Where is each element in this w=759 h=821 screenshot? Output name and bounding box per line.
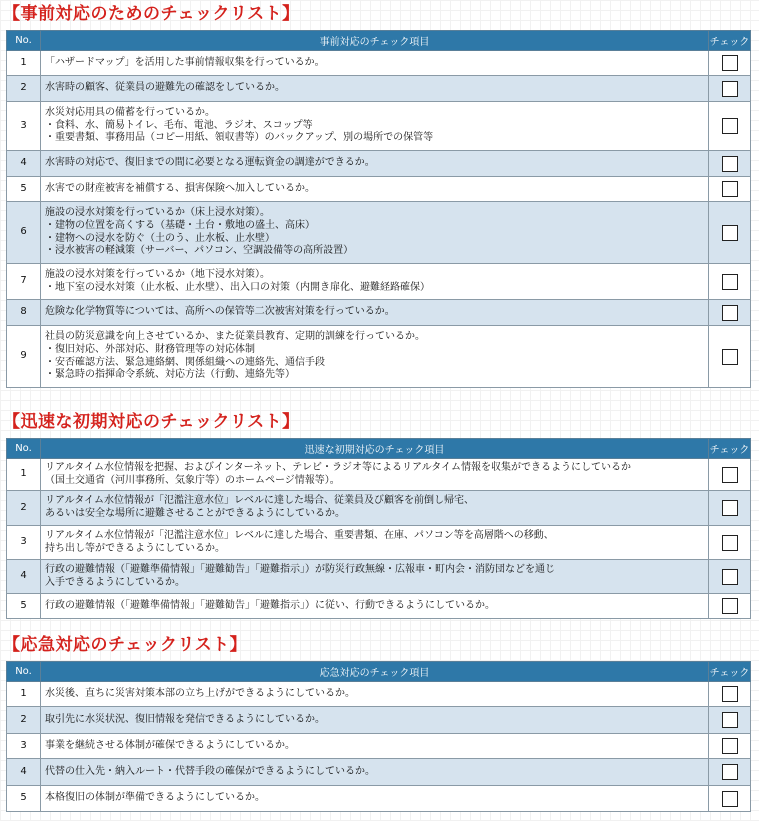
check-item-line: 水害での財産被害を補償する、損害保険へ加入しているか。 (45, 182, 315, 194)
checkbox-cell (709, 76, 751, 102)
table-row (7, 491, 751, 526)
checkbox[interactable] (722, 712, 738, 728)
checkbox[interactable] (722, 349, 738, 365)
check-item-line: 水害時の顧客、従業員の避難先の確認をしているか。 (45, 82, 285, 94)
checkbox-cell (709, 682, 751, 707)
table-row (7, 264, 751, 300)
table-header-row (7, 439, 751, 459)
checkbox[interactable] (722, 225, 738, 241)
check-item-line: 水害時の対応で、復旧までの間に必要となる運転資金の調達ができるか。 (45, 157, 375, 169)
checkbox-cell (709, 459, 751, 491)
table-header-row (7, 662, 751, 682)
table-row (7, 526, 751, 560)
row-number: 1 (7, 51, 41, 76)
check-item-text (41, 76, 709, 102)
checkbox[interactable] (722, 81, 738, 97)
table-row (7, 734, 751, 759)
check-item-text (41, 326, 709, 388)
check-item-line: 施設の浸水対策を行っているか（地下浸水対策）。 (45, 268, 270, 280)
check-item-text (41, 707, 709, 734)
checkbox[interactable] (722, 467, 738, 483)
table-row (7, 594, 751, 619)
check-item-text (41, 594, 709, 619)
check-item-line: 行政の避難情報（「避難準備情報」「避難勧告」「避難指示」）に従い、行動できるようにしているか。 (45, 599, 495, 611)
table-row (7, 759, 751, 786)
check-item-text (41, 177, 709, 202)
header-no: No. (7, 439, 41, 459)
checklist-table (6, 438, 751, 619)
table-row (7, 326, 751, 388)
table-row (7, 76, 751, 102)
table-header-row (7, 31, 751, 51)
checkbox[interactable] (722, 118, 738, 134)
check-item-text (41, 264, 709, 300)
section-title: 【事前対応のためのチェックリスト】 (3, 4, 300, 24)
checkbox-cell (709, 491, 751, 526)
checkbox-cell (709, 560, 751, 594)
checkbox-cell (709, 594, 751, 619)
table-row (7, 151, 751, 177)
row-number: 7 (7, 264, 41, 300)
table-row (7, 560, 751, 594)
check-item-line: リアルタイム水位情報が「氾濫注意水位」レベルに達した場合、従業員及び顧客を前倒し帰宅、 (45, 495, 474, 507)
check-item-text (41, 786, 709, 812)
row-number: 5 (7, 177, 41, 202)
check-item-line: 代替の仕入先・納入ルート・代替手段の確保ができるようにしているか。 (45, 765, 375, 777)
table-row (7, 202, 751, 264)
row-number: 5 (7, 786, 41, 812)
checkbox-cell (709, 102, 751, 151)
checkbox-cell (709, 326, 751, 388)
check-item-line: リアルタイム水位情報が「氾濫注意水位」レベルに達した場合、重要書類、在庫、パソコン等を高層階への移動、 (45, 529, 554, 541)
table-row (7, 707, 751, 734)
header-no: No. (7, 662, 41, 682)
checkbox[interactable] (722, 55, 738, 71)
row-number: 8 (7, 300, 41, 326)
checkbox[interactable] (722, 181, 738, 197)
check-item-line: ・重要書類、事務用品（コピー用紙、領収書等）のバックアップ、別の場所での保管等 (45, 132, 434, 144)
check-item-text (41, 51, 709, 76)
check-item-line: ・食料、水、簡易トイレ、毛布、電池、ラジオ、スコップ等 (45, 119, 313, 131)
checklist-table (6, 30, 751, 388)
header-check: チェック (709, 662, 751, 682)
check-item-text (41, 459, 709, 491)
check-item-text (41, 560, 709, 594)
checkbox[interactable] (722, 686, 738, 702)
row-number: 1 (7, 682, 41, 707)
check-item-text (41, 102, 709, 151)
checkbox-cell (709, 300, 751, 326)
checkbox-cell (709, 526, 751, 560)
check-item-line: あるいは安全な場所に避難させることができるようにしているか。 (45, 508, 345, 519)
checkbox[interactable] (722, 569, 738, 585)
check-item-line: （国土交通省（河川事務所、気象庁等）のホームページ情報等）。 (45, 474, 340, 486)
checkbox[interactable] (722, 500, 738, 516)
section-title: 【応急対応のチェックリスト】 (3, 635, 248, 655)
checkbox-cell (709, 151, 751, 177)
checkbox-cell (709, 177, 751, 202)
checkbox-cell (709, 734, 751, 759)
check-item-text (41, 759, 709, 786)
checkbox[interactable] (722, 791, 738, 807)
check-item-line: 水災後、直ちに災害対策本部の立ち上げができるようにしているか。 (45, 687, 355, 699)
table-row (7, 786, 751, 812)
check-item-line: ・安否確認方法、緊急連絡網、関係組織への連絡先、通信手段 (45, 356, 325, 368)
row-number: 6 (7, 202, 41, 264)
row-number: 2 (7, 707, 41, 734)
check-item-line: 事業を継続させる体制が確保できるようにしているか。 (45, 739, 295, 751)
checkbox[interactable] (722, 156, 738, 172)
header-check: チェック (709, 439, 751, 459)
checkbox[interactable] (722, 274, 738, 290)
row-number: 1 (7, 459, 41, 491)
check-item-text (41, 300, 709, 326)
check-item-line: 入手できるようにしているか。 (45, 576, 185, 588)
check-item-line: ・地下室の浸水対策（止水板、止水壁）、出入口の対策（内開き扉化、避難経路確保） (45, 281, 430, 293)
check-item-line: ・緊急時の指揮命令系統、対応方法（行動、連絡先等） (45, 369, 295, 381)
check-item-text (41, 151, 709, 177)
row-number: 5 (7, 594, 41, 619)
check-item-line: ・復旧対応、外部対応、財務管理等の対応体制 (45, 343, 255, 355)
checkbox-cell (709, 786, 751, 812)
header-item: 迅速な初期対応のチェック項目 (41, 439, 709, 459)
check-item-text (41, 734, 709, 759)
checkbox-cell (709, 51, 751, 76)
header-item: 応急対応のチェック項目 (41, 662, 709, 682)
table-row (7, 459, 751, 491)
checkbox-cell (709, 264, 751, 300)
row-number: 4 (7, 151, 41, 177)
checkbox[interactable] (722, 738, 738, 754)
table-row (7, 300, 751, 326)
checkbox[interactable] (722, 598, 738, 614)
row-number: 9 (7, 326, 41, 388)
check-item-text (41, 526, 709, 560)
check-item-line: リアルタイム水位情報を把握、およびインターネット、テレビ・ラジオ等によるリアルタイム情報を収集ができるようにしているか (45, 461, 631, 473)
row-number: 3 (7, 734, 41, 759)
check-item-line: 本格復旧の体制が準備できるようにしているか。 (45, 792, 265, 804)
check-item-line: 施設の浸水対策を行っているか（床上浸水対策）。 (45, 207, 270, 219)
check-item-line: 取引先に水災状況、復旧情報を発信できるようにしているか。 (45, 713, 325, 725)
check-item-line: 行政の避難情報（「避難準備情報」「避難勧告」「避難指示」）が防災行政無線・広報車・町内会・消防団などを通じ (45, 563, 555, 575)
check-item-line: ・建物への浸水を防ぐ（土のう、止水板、止水壁） (45, 232, 275, 244)
check-item-line: 水災対応用具の備蓄を行っているか。 (45, 107, 215, 119)
row-number: 3 (7, 526, 41, 560)
check-item-text (41, 491, 709, 526)
checkbox[interactable] (722, 764, 738, 780)
check-item-line: 「ハザードマップ」を活用した事前情報収集を行っているか。 (45, 56, 325, 68)
check-item-line: ・浸水被害の軽減策（サーバー、パソコン、空調設備等の高所設置） (45, 245, 354, 257)
checkbox-cell (709, 707, 751, 734)
check-item-line: ・建物の位置を高くする（基礎・土台・敷地の盛土、高床） (45, 219, 315, 231)
section-title: 【迅速な初期対応のチェックリスト】 (3, 412, 300, 432)
checkbox[interactable] (722, 305, 738, 321)
header-no: No. (7, 31, 41, 51)
row-number: 2 (7, 76, 41, 102)
row-number: 4 (7, 759, 41, 786)
table-row (7, 682, 751, 707)
row-number: 2 (7, 491, 41, 526)
table-row (7, 177, 751, 202)
header-item: 事前対応のチェック項目 (41, 31, 709, 51)
check-item-line: 危険な化学物質等については、高所への保管等二次被害対策を行っているか。 (45, 306, 395, 318)
header-check: チェック (709, 31, 751, 51)
table-row (7, 102, 751, 151)
checkbox-cell (709, 759, 751, 786)
checkbox-cell (709, 202, 751, 264)
check-item-text (41, 682, 709, 707)
check-item-text (41, 202, 709, 264)
checklist-table (6, 661, 751, 812)
row-number: 3 (7, 102, 41, 151)
row-number: 4 (7, 560, 41, 594)
checkbox[interactable] (722, 535, 738, 551)
table-row (7, 51, 751, 76)
check-item-line: 持ち出し等ができるようにしているか。 (45, 542, 225, 554)
check-item-line: 社員の防災意識を向上させているか、また従業員教育、定期的訓練を行っているか。 (45, 331, 425, 343)
